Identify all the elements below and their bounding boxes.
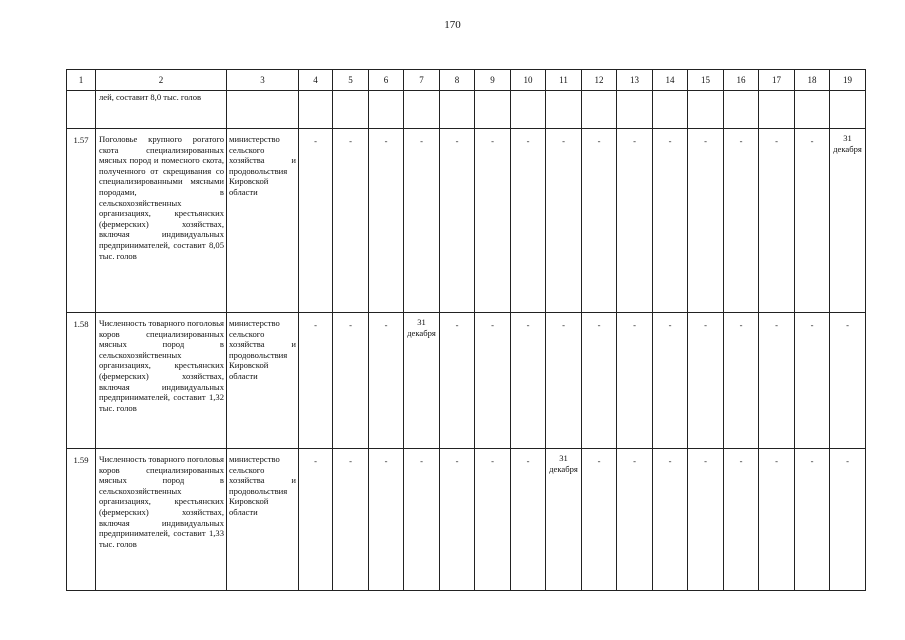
schedule-cell: - xyxy=(759,449,795,591)
continuation-row xyxy=(67,91,866,129)
schedule-cell: - xyxy=(653,313,688,449)
row-description: Численность товарного поголовья коров специализированных мясных пород в сельскохозяйственных организациях, крестьянских (фермерских) хозяйствах, включая индивидуальных предпринимателей, составит 1,33 тыс. голов xyxy=(96,449,227,591)
column-header: 18 xyxy=(795,70,830,91)
schedule-cell: - xyxy=(617,129,653,313)
table-row xyxy=(67,129,866,313)
schedule-cell: - xyxy=(404,449,440,591)
schedule-cell: - xyxy=(688,129,724,313)
column-header: 13 xyxy=(617,70,653,91)
column-header: 11 xyxy=(546,70,582,91)
column-header: 14 xyxy=(653,70,688,91)
column-header: 4 xyxy=(299,70,333,91)
schedule-cell: - xyxy=(333,449,369,591)
schedule-cell: - xyxy=(688,449,724,591)
schedule-cell: - xyxy=(511,449,546,591)
schedule-cell: - xyxy=(795,313,830,449)
deadline-cell: 31 декабря xyxy=(546,449,582,591)
column-header: 8 xyxy=(440,70,475,91)
schedule-cell: - xyxy=(369,313,404,449)
schedule-cell: - xyxy=(369,449,404,591)
schedule-cell: - xyxy=(333,313,369,449)
schedule-cell: - xyxy=(582,449,617,591)
row-description: Поголовье крупного рогатого скота специализированных мясных пород и помесного скота, полученного от скрещивания со специализированными мясными породами, в сельскохозяйственных организациях, крестьянских (фермерских) хозяйствах, включая индивидуальных предпринимателей, составит 8,05 тыс. голов xyxy=(96,129,227,313)
schedule-cell: - xyxy=(546,129,582,313)
column-header: 7 xyxy=(404,70,440,91)
schedule-cell: - xyxy=(759,313,795,449)
schedule-cell: - xyxy=(440,313,475,449)
schedule-cell: - xyxy=(795,449,830,591)
column-header: 1 xyxy=(67,70,96,91)
schedule-cell: - xyxy=(546,313,582,449)
row-number: 1.57 xyxy=(67,129,96,313)
column-header: 6 xyxy=(369,70,404,91)
schedule-cell: - xyxy=(333,129,369,313)
schedule-cell: - xyxy=(299,129,333,313)
schedule-cell: - xyxy=(440,449,475,591)
schedule-cell: - xyxy=(475,129,511,313)
schedule-cell: - xyxy=(404,129,440,313)
column-header: 5 xyxy=(333,70,369,91)
continuation-text: лей, составит 8,0 тыс. голов xyxy=(96,91,227,129)
schedule-cell: - xyxy=(299,313,333,449)
row-number: 1.58 xyxy=(67,313,96,449)
schedule-cell: - xyxy=(511,313,546,449)
row-responsible: министерство сельского хозяйства и продовольствия Кировской области xyxy=(227,449,299,591)
schedule-cell: - xyxy=(617,449,653,591)
table-row xyxy=(67,313,866,449)
schedule-cell: - xyxy=(653,129,688,313)
schedule-cell: - xyxy=(440,129,475,313)
schedule-cell: - xyxy=(724,313,759,449)
schedule-cell: - xyxy=(369,129,404,313)
deadline-cell: 31 декабря xyxy=(830,129,866,313)
column-header: 10 xyxy=(511,70,546,91)
column-header: 3 xyxy=(227,70,299,91)
schedule-cell: - xyxy=(688,313,724,449)
plan-table xyxy=(66,69,866,591)
schedule-cell: - xyxy=(795,129,830,313)
column-header: 12 xyxy=(582,70,617,91)
schedule-cell: - xyxy=(724,449,759,591)
schedule-cell: - xyxy=(511,129,546,313)
row-responsible: министерство сельского хозяйства и продовольствия Кировской области xyxy=(227,313,299,449)
column-header: 16 xyxy=(724,70,759,91)
column-header: 2 xyxy=(96,70,227,91)
schedule-cell: - xyxy=(830,313,866,449)
schedule-cell: - xyxy=(653,449,688,591)
table-row xyxy=(67,449,866,591)
schedule-cell: - xyxy=(617,313,653,449)
column-header: 19 xyxy=(830,70,866,91)
header-row xyxy=(67,70,866,91)
schedule-cell: - xyxy=(299,449,333,591)
column-header: 15 xyxy=(688,70,724,91)
row-description: Численность товарного поголовья коров специализированных мясных пород в сельскохозяйственных организациях, крестьянских (фермерских) хозяйствах, включая индивидуальных предпринимателей, составит 1,32 тыс. голов xyxy=(96,313,227,449)
schedule-cell: - xyxy=(582,129,617,313)
schedule-cell: - xyxy=(475,449,511,591)
schedule-cell: - xyxy=(724,129,759,313)
schedule-cell: - xyxy=(475,313,511,449)
page-number: 170 xyxy=(444,19,461,31)
row-number: 1.59 xyxy=(67,449,96,591)
schedule-cell: - xyxy=(830,449,866,591)
column-header: 9 xyxy=(475,70,511,91)
deadline-cell: 31 декабря xyxy=(404,313,440,449)
column-header: 17 xyxy=(759,70,795,91)
schedule-cell: - xyxy=(759,129,795,313)
row-responsible: министерство сельского хозяйства и продовольствия Кировской области xyxy=(227,129,299,313)
schedule-cell: - xyxy=(582,313,617,449)
